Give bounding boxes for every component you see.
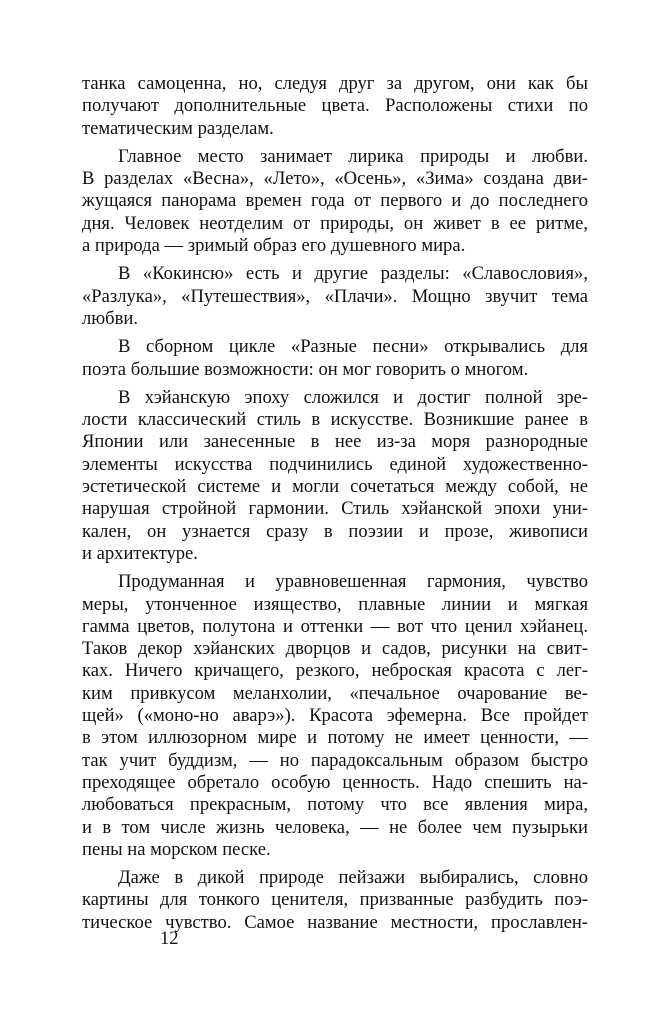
text-line: нарушая стройной гармонии. Стиль хэйанской эпохи уни- — [82, 498, 588, 520]
paragraph — [82, 336, 588, 381]
text-line: Даже в дикой природе пейзажи выбирались, словно — [118, 867, 588, 889]
text-line: щей» («моно-но аварэ»). Красота эфемерна. Все пройдет — [82, 705, 588, 727]
text-line: В «Кокинсю» есть и другие разделы: «Славословия», — [118, 263, 588, 285]
paragraph — [82, 867, 588, 934]
text-line: тическое чувство. Самое название местности, прославлен- — [82, 911, 588, 933]
text-line: любви. — [82, 307, 139, 329]
body-text — [82, 73, 588, 934]
page-number: 12 — [160, 928, 179, 949]
text-line: пены на морском песке. — [82, 838, 271, 860]
text-line: Продуманная и уравновешенная гармония, чувство — [118, 571, 588, 593]
text-line: Японии или занесенные в нее из-за моря разнородные — [82, 431, 588, 453]
text-line: жущаяся панорама времен года от первого и до последнего — [82, 190, 588, 212]
paragraph — [82, 263, 588, 330]
text-line: так учит буддизм, — но парадоксальным образом быстро — [82, 749, 588, 771]
text-line: Таков декор хэйанских дворцов и садов, рисунки на свит- — [82, 638, 588, 660]
text-line: и архитектуре. — [82, 542, 198, 564]
text-line: и в том числе жизнь человека, — не более чем пузырьки — [82, 816, 588, 838]
text-line: ким привкусом меланхолии, «печальное очарование ве- — [82, 682, 588, 704]
text-line: В сборном цикле «Разные песни» открывались для — [118, 336, 588, 358]
text-line: лости классический стиль в искусстве. Возникшие ранее в — [82, 409, 588, 431]
paragraph — [82, 146, 588, 257]
text-line: элементы искусства подчинились единой художественно- — [82, 453, 588, 475]
text-line: поэта большие возможности: он мог говорить о многом. — [82, 358, 529, 380]
text-line: эстетической системе и могли сочетаться между собой, не — [82, 476, 588, 498]
text-line: а природа — зримый образ его душевного мира. — [82, 235, 466, 257]
text-line: получают дополнительные цвета. Расположены стихи по — [82, 95, 588, 117]
text-line: картины для тонкого ценителя, призванные разбудить поэ- — [82, 889, 588, 911]
text-line: тематическим разделам. — [82, 117, 274, 139]
paragraph — [82, 387, 588, 565]
text-line: любоваться прекрасным, потому что все явления мира, — [82, 794, 588, 816]
text-line: танка самоценна, но, следуя друг за другом, они как бы — [82, 73, 588, 94]
text-line: гамма цветов, полутона и оттенки — вот что ценил хэйанец. — [82, 615, 588, 637]
text-line: кален, он узнается сразу в поэзии и прозе, живописи — [82, 520, 588, 542]
text-line: ках. Ничего кричащего, резкого, неброская красота с лег- — [82, 660, 588, 682]
text-line: преходящее обретало особую ценность. Надо спешить на- — [82, 771, 588, 793]
text-line: Главное место занимает лирика природы и любви. — [118, 145, 588, 167]
text-line: меры, утонченное изящество, плавные линии и мягкая — [82, 593, 588, 615]
text-line: В хэйанскую эпоху сложился и достиг полной зре- — [118, 386, 588, 408]
paragraph — [82, 73, 588, 140]
text-line: дня. Человек неотделим от природы, он живет в ее ритме, — [82, 212, 588, 234]
text-line: В разделах «Весна», «Лето», «Осень», «Зима» создана дви- — [82, 168, 588, 190]
text-line: в этом иллюзорном мире и потому не имеет ценности, — — [82, 727, 588, 749]
paragraph — [82, 571, 588, 861]
text-line: «Разлука», «Путешествия», «Плачи». Мощно звучит тема — [82, 285, 588, 307]
